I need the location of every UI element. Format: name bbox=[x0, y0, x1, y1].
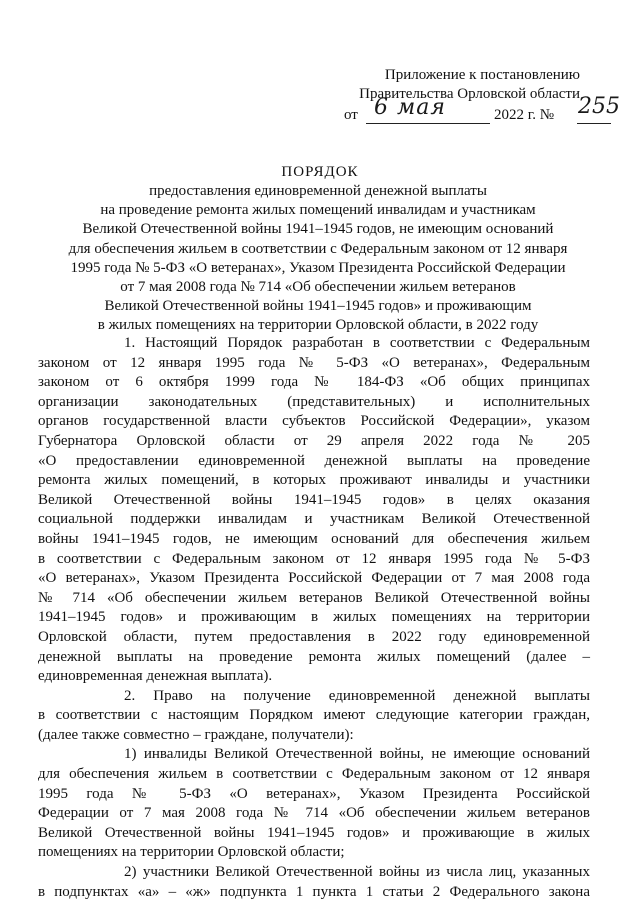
subtitle-line: 1995 года № 5-ФЗ «О ветеранах», Указом Президента Российской Федерации bbox=[70, 259, 566, 276]
body-line: Федерации от 7 мая 2008 года № 714 «Об обеспечении жильем ветеранов bbox=[38, 805, 590, 822]
subtitle-line: от 7 мая 2008 года № 714 «Об обеспечении жильем ветеранов bbox=[120, 279, 516, 296]
year-and-number-label: 2022 г. № bbox=[494, 107, 555, 123]
appendix-line-1: Приложение к постановлению bbox=[384, 67, 580, 83]
body-line: в соответствии с настоящим Порядком имеют следующие категории граждан, bbox=[38, 707, 590, 724]
handwritten-date: 6 мая bbox=[374, 95, 446, 120]
body-line: 2) участники Великой Отечественной войны из числа лиц, указанных bbox=[124, 864, 590, 881]
document-title: ПОРЯДОК bbox=[281, 164, 359, 180]
body-line: единовременная денежная выплата). bbox=[38, 668, 273, 685]
body-line: (далее также совместно – граждане, получатели): bbox=[38, 726, 354, 743]
document-subtitle bbox=[40, 182, 596, 336]
body-line: Губернатора Орловской области от 29 апреля 2022 года № 205 bbox=[38, 432, 590, 449]
subtitle-line: на проведение ремонта жилых помещений инвалидам и участникам bbox=[100, 202, 536, 219]
body-line: законом от 12 января 1995 года № 5-ФЗ «О ветеранах», Федеральным bbox=[38, 354, 590, 371]
handwritten-number: 255 bbox=[578, 94, 620, 119]
subtitle-line: в жилых помещениях на территории Орловской области, в 2022 году bbox=[97, 317, 539, 334]
body-line: Великой Отечественной войны 1941–1945 годов» и проживающие в жилых bbox=[38, 824, 590, 841]
appendix-header bbox=[340, 66, 620, 126]
body-line: войны 1941–1945 годов, не имеющим оснований для обеспечения жильем bbox=[38, 530, 590, 547]
body-line: 1995 года № 5-ФЗ «О ветеранах», Указом Президента Российской bbox=[38, 785, 590, 802]
body-line: для обеспечения жильем в соответствии с Федеральным законом от 12 января bbox=[38, 766, 590, 783]
body-line: Орловской области, путем предоставления в 2022 году единовременной bbox=[38, 628, 590, 645]
subtitle-line: Великой Отечественной войны 1941–1945 годов» и проживающим bbox=[104, 298, 532, 315]
body-line: Великой Отечественной войны 1941–1945 годов» в целях оказания bbox=[38, 491, 590, 508]
body-line: ремонта жилых помещений, в которых проживают инвалиды и участники bbox=[38, 472, 590, 489]
body-line: в подпунктах «а» – «ж» подпункта 1 пункта 1 статьи 2 Федерального закона bbox=[38, 883, 590, 900]
body-line: органов государственной власти субъектов Российской Федерации», указом bbox=[38, 413, 590, 430]
body-line: «О предоставлении единовременной денежной выплаты на проведение bbox=[38, 452, 590, 469]
body-line: 2. Право на получение единовременной денежной выплаты bbox=[124, 687, 590, 704]
date-prefix: от bbox=[344, 107, 358, 123]
appendix-line-2: Правительства Орловской области bbox=[359, 86, 580, 102]
body-line: денежной выплаты на проведение ремонта жилых помещений (далее – bbox=[38, 648, 590, 665]
subtitle-line: для обеспечения жильем в соответствии с Федеральным законом от 12 января bbox=[68, 240, 568, 257]
body-line: 1941–1945 годов» и проживающим в жилых помещениях на территории bbox=[38, 609, 590, 626]
body-line: социальной поддержки инвалидам и участникам Великой Отечественной bbox=[38, 511, 590, 528]
body-line: № 714 «Об обеспечении жильем ветеранов Великой Отечественной войны bbox=[38, 589, 590, 606]
body-line: в соответствии с Федеральным законом от 12 января 1995 года № 5-ФЗ bbox=[38, 550, 590, 567]
body-line: 1. Настоящий Порядок разработан в соответствии с Федеральным bbox=[124, 335, 590, 351]
body-line: организации законодательных (представительных) и исполнительных bbox=[38, 393, 590, 410]
body-line: помещениях на территории Орловской области; bbox=[38, 844, 345, 861]
body-line: 1) инвалиды Великой Отечественной войны, не имеющие оснований bbox=[124, 746, 590, 763]
document-body bbox=[38, 334, 590, 902]
body-line: законом от 6 октября 1999 года № 184-ФЗ «Об общих принципах bbox=[38, 374, 590, 391]
body-line: «О ветеранах», Указом Президента Российской Федерации от 7 мая 2008 года bbox=[38, 570, 590, 587]
subtitle-line: предоставления единовременной денежной выплаты bbox=[149, 183, 487, 199]
subtitle-line: Великой Отечественной войны 1941–1945 годов, не имеющим оснований bbox=[82, 221, 554, 238]
